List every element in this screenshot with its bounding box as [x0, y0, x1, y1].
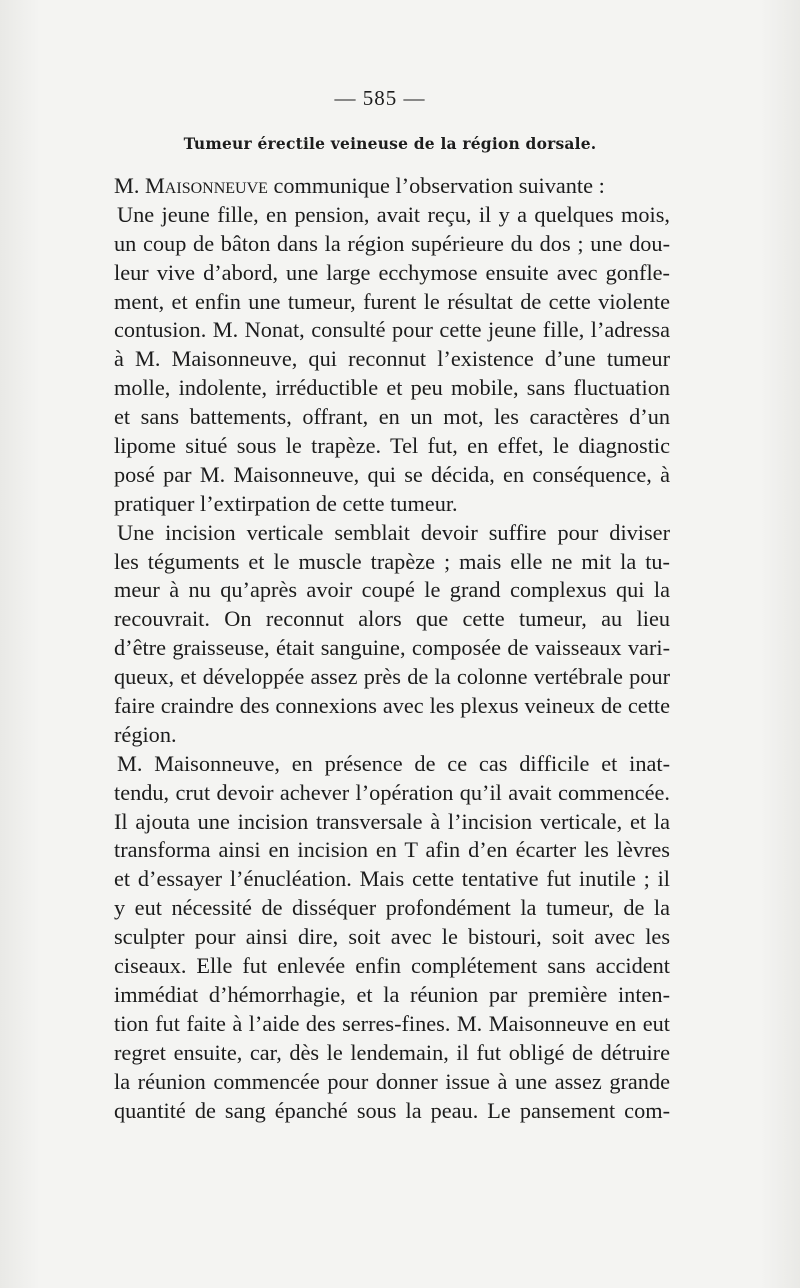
text-line: M. Maisonneuve communique l’observation suivante :: [114, 173, 605, 198]
text-line: tendu, crut devoir achever l’opération qu’il avait commencée.: [114, 779, 670, 805]
text-line: d’être graisseuse, était sanguine, composée de vaisseaux vari-: [114, 635, 670, 661]
text-line: molle, indolente, irréductible et peu mobile, sans fluctuation: [114, 375, 670, 401]
text-line: transforma ainsi en incision en T afin d’en écarter les lèvres: [114, 837, 670, 863]
page-number: — 585 —: [334, 86, 426, 110]
text-line: et d’essayer l’énucléation. Mais cette tentative fut inutile ; il: [114, 866, 670, 892]
text-line: un coup de bâton dans la région supérieure du dos ; une dou-: [114, 230, 670, 256]
text-line: la réunion commencée pour donner issue à une assez grande: [114, 1068, 670, 1094]
text-line: immédiat d’hémorrhagie, et la réunion par première inten-: [114, 981, 670, 1007]
section-title: Tumeur érectile veineuse de la région dorsale.: [183, 134, 597, 153]
text-line: regret ensuite, car, dès le lendemain, il fut obligé de détruire: [114, 1039, 670, 1065]
text-line: contusion. M. Nonat, consulté pour cette jeune fille, l’adressa: [114, 317, 670, 343]
text-line: M. Maisonneuve, en présence de ce cas difficile et inat-: [117, 750, 670, 776]
body-text: [114, 172, 670, 1125]
text-line: Il ajouta une incision transversale à l’incision verticale, et la: [114, 808, 670, 834]
text-line: faire craindre des connexions avec les plexus veineux de cette: [114, 693, 670, 719]
text-line: ment, et enfin une tumeur, furent le résultat de cette violente: [114, 288, 670, 314]
text-line: et sans battements, offrant, en un mot, les caractères d’un: [114, 404, 670, 430]
text-line: meur à nu qu’après avoir coupé le grand complexus qui la: [114, 577, 670, 603]
text-line: ciseaux. Elle fut enlevée enfin complétement sans accident: [114, 953, 670, 979]
text-line: lipome situé sous le trapèze. Tel fut, en effet, le diagnostic: [114, 433, 670, 459]
text-line: sculpter pour ainsi dire, soit avec le bistouri, soit avec les: [114, 924, 670, 950]
text-line: y eut nécessité de disséquer profondément la tumeur, de la: [114, 895, 670, 921]
text-line: Une incision verticale semblait devoir suffire pour diviser: [117, 519, 670, 545]
text-line: région.: [114, 721, 177, 747]
text-line: pratiquer l’extirpation de cette tumeur.: [114, 490, 458, 516]
text-line: tion fut faite à l’aide des serres-fines. M. Maisonneuve en eut: [114, 1010, 670, 1036]
text-line: les téguments et le muscle trapèze ; mais elle ne mit la tu-: [114, 548, 670, 574]
text-line: recouvrait. On reconnut alors que cette tumeur, au lieu: [114, 606, 670, 632]
text-line: Une jeune fille, en pension, avait reçu, il y a quelques mois,: [117, 201, 670, 227]
text-line: leur vive d’abord, une large ecchymose ensuite avec gonfle-: [114, 259, 670, 285]
text-line: queux, et développée assez près de la colonne vertébrale pour: [114, 664, 670, 690]
text-line: posé par M. Maisonneuve, qui se décida, en conséquence, à: [114, 461, 670, 487]
text-line: quantité de sang épanché sous la peau. Le pansement com-: [114, 1097, 670, 1123]
text-line: à M. Maisonneuve, qui reconnut l’existence d’une tumeur: [114, 346, 670, 372]
